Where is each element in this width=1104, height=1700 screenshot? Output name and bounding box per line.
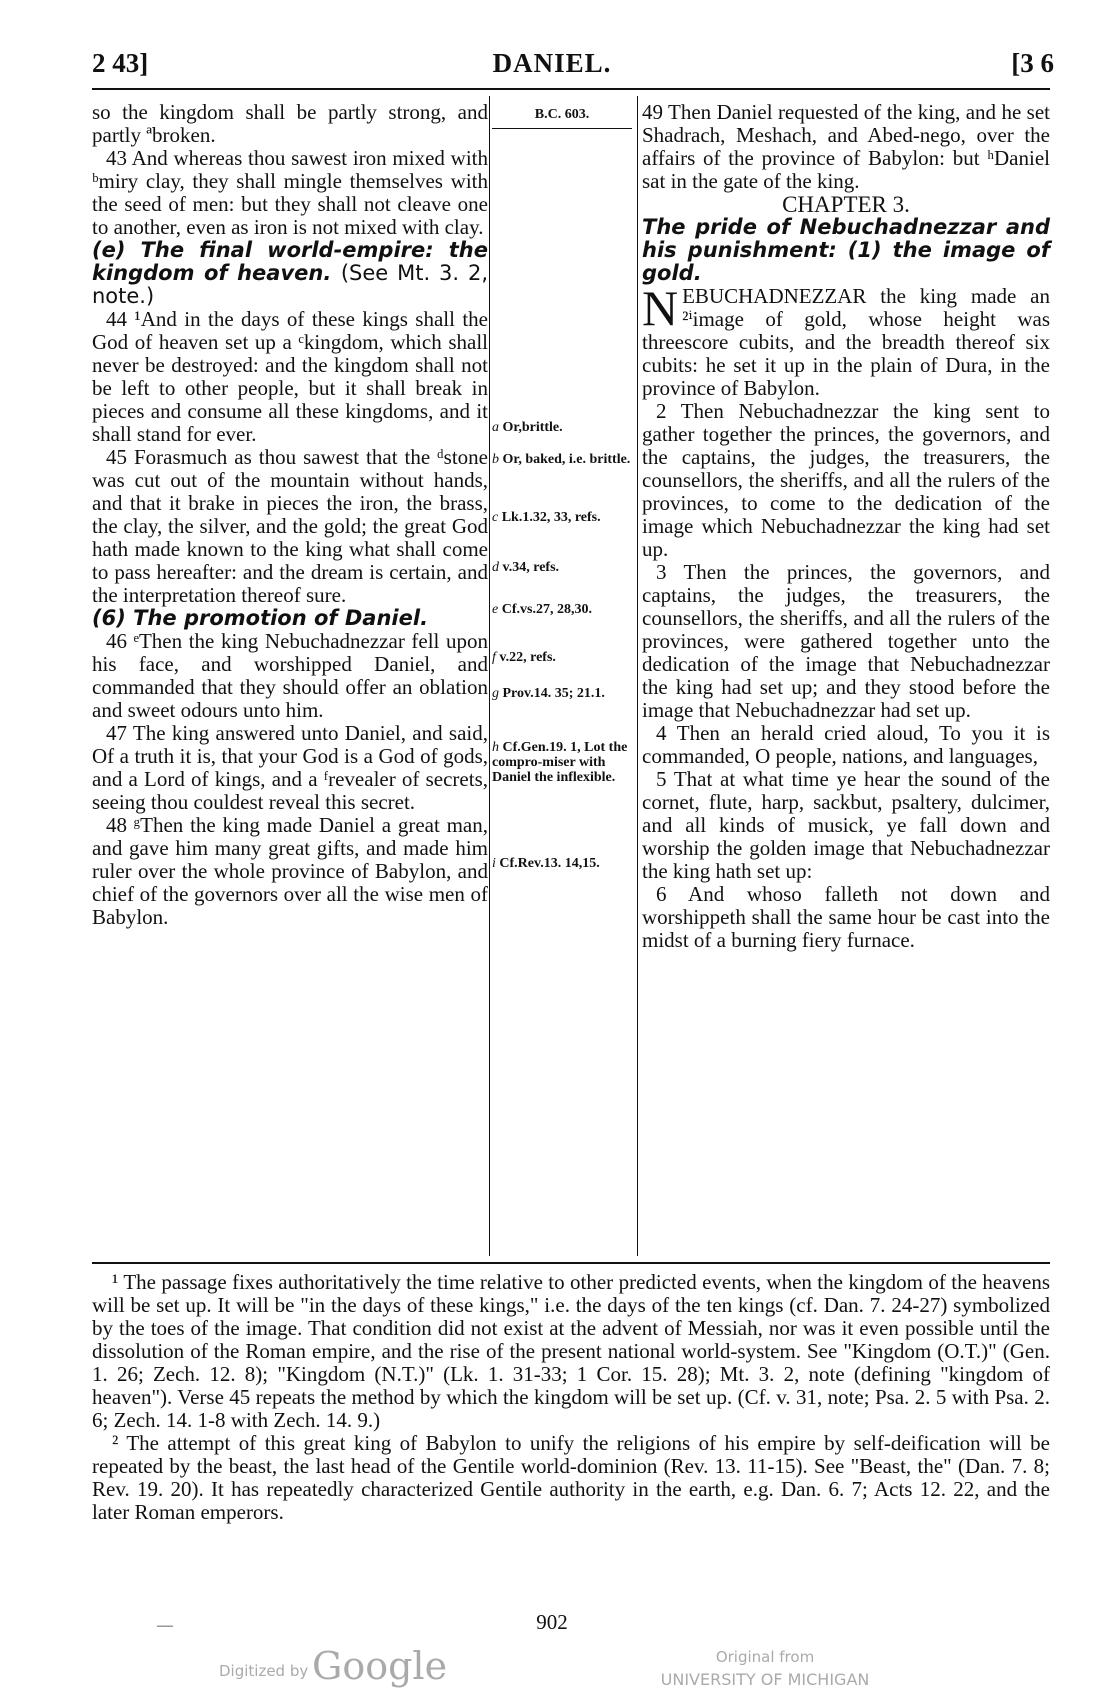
- margin-note-text: Or,brittle.: [502, 420, 563, 435]
- verse-1-text: EBUCHADNEZZAR the king made an ²ⁱimage of gold, whose height was threescore cubits, and the breadth thereof six cubits: he set it up in the plain of Dura, in the province of Babylon.: [642, 284, 1050, 400]
- section-heading-text: (e) The final world-empire: the kingdom of heaven.: [92, 238, 488, 285]
- left-column-divider: [489, 96, 490, 1256]
- right-text-column: [642, 101, 1050, 952]
- chapter-heading: CHAPTER 3.: [782, 192, 910, 217]
- margin-note-g: [492, 686, 632, 701]
- margin-note-mark: c: [492, 510, 499, 525]
- margin-note-text: Cf.vs.27, 28,30.: [501, 602, 592, 617]
- running-head-chapter-verse-end: [3 6: [1011, 48, 1054, 78]
- header-rule: [92, 88, 1050, 90]
- margin-note-a: [492, 420, 632, 435]
- section-heading-pride-of-nebuchadnezzar: The pride of Nebuchadnezzar and his punishment: (1) the image of gold.: [642, 215, 1050, 285]
- margin-note-e: [492, 602, 632, 617]
- digitized-by-label: Digitized by: [219, 1662, 309, 1680]
- running-head-chapter-verse-start: 2 43]: [92, 48, 149, 78]
- margin-note-text: Or, baked, i.e. brittle.: [502, 452, 631, 467]
- margin-note-i: [492, 856, 632, 871]
- verse-43: 43 And whereas thou sawest iron mixed with ᵇmiry clay, they shall mingle themselves with the seed of men: but they shall not cleave one to another, even as iron is not mixed with clay.: [92, 146, 488, 239]
- margin-date: B.C. 603.: [534, 107, 590, 122]
- margin-note-c: [492, 510, 632, 525]
- chapter-3-verse-6: 6 And whoso falleth not down and worshippeth shall the same hour be cast into the midst of a burning fiery furnace.: [642, 882, 1050, 952]
- drop-cap: N: [642, 280, 679, 336]
- chapter-3-verse-1: [642, 280, 1050, 400]
- section-heading-final-world-empire: [92, 239, 488, 308]
- margin-note-mark: i: [492, 856, 496, 871]
- margin-note-f: [492, 650, 632, 665]
- margin-note-b: [492, 452, 632, 467]
- margin-note-text: Lk.1.32, 33, refs.: [501, 510, 601, 525]
- verse-46: 46 ᵉThen the king Nebuchadnezzar fell upon his face, and worshipped Daniel, and commanded that they should offer an oblation and sweet odours unto him.: [92, 629, 488, 722]
- margin-note-text: Cf.Gen.19. 1, Lot the compro-miser with Daniel the inflexible.: [492, 740, 628, 785]
- verse-47: 47 The king answered unto Daniel, and said, Of a truth it is, that your God is a God of gods, and a Lord of kings, and a ᶠrevealer of secrets, seeing thou couldest reveal this secret.: [92, 721, 488, 814]
- margin-note-text: Cf.Rev.13. 14,15.: [499, 856, 600, 871]
- left-text-column: [92, 101, 488, 929]
- stray-mark: —: [157, 1617, 173, 1634]
- google-logo: Google: [312, 1644, 448, 1688]
- chapter-3-verse-5: 5 That at what time ye hear the sound of the cornet, flute, harp, sackbut, psaltery, dulcimer, and all kinds of musick, ye fall down and worship the golden image that Nebuchadnezzar the king hath set up:: [642, 767, 1050, 883]
- footnote-2: ² The attempt of this great king of Babylon to unify the religions of his empire by self-deification will be repeated by the beast, the last head of the Gentile world-dominion (Rev. 13. 11-15). See "Beast, the" (Dan. 7. 8; Rev. 19. 20). It has repeatedly characterized Gentile authority in the earth, e.g. Dan. 6. 7; Acts 12. 22, and the later Roman emperors.: [92, 1431, 1050, 1524]
- chapter-3-verse-4: 4 Then an herald cried aloud, To you it is commanded, O people, nations, and languages,: [642, 721, 1050, 768]
- margin-note-h: [492, 740, 632, 785]
- running-head-book-title: DANIEL.: [492, 48, 612, 78]
- date-underline: [492, 128, 632, 129]
- verse-45: 45 Forasmuch as thou sawest that the ᵈstone was cut out of the mountain without hands, and that it brake in pieces the iron, the brass, the clay, the silver, and the gold; the great God hath made known to the king what shall come to pass hereafter: and the dream is certain, and the interpretation thereof sure.: [92, 445, 488, 607]
- chapter-3-verse-3: 3 Then the princes, the governors, and captains, the judges, the treasurers, the counsellors, the sheriffs, and all the rulers of the provinces, were gathered together unto the dedication of the image that Nebuchadnezzar the king had set up; and they stood before the image that Nebuchadnezzar had set up.: [642, 560, 1050, 722]
- margin-note-text: v.34, refs.: [502, 560, 560, 575]
- margin-note-mark: g: [492, 686, 499, 701]
- footnotes: [92, 1271, 1050, 1524]
- margin-note-text: Prov.14. 35; 21.1.: [502, 686, 605, 701]
- footnote-1: ¹ The passage fixes authoritatively the time relative to other predicted events, when the kingdom of the heavens will be set up. It will be "in the days of these kings," i.e. the days of the ten kings (cf. Dan. 7. 24-27) symbolized by the toes of the image. That condition did not exist at the advent of Messiah, nor was it even possible until the dissolution of the Roman empire, and the rise of the present national world-system. See "Kingdom (O.T.)" (Gen. 1. 26; Zech. 12. 8); "Kingdom (N.T.)" (Lk. 1. 31-33; 1 Cor. 15. 28); Mt. 3. 2, note (defining "kingdom of heaven"). Verse 45 repeats the method by which the kingdom will be set up. (Cf. v. 31, note; Psa. 2. 5 with Psa. 2. 6; Zech. 14. 1-8 with Zech. 14. 9.): [92, 1270, 1050, 1432]
- chapter-3-verse-2: 2 Then Nebuchadnezzar the king sent to gather together the princes, the governors, and the captains, the judges, the treasurers, the counsellors, the sheriffs, and all the rulers of the provinces, to come to the dedication of the image which Nebuchadnezzar the king had set up.: [642, 399, 1050, 561]
- section-heading-reference: (See Mt. 3. 2, note.): [92, 261, 488, 308]
- verse-49: 49 Then Daniel requested of the king, and he set Shadrach, Meshach, and Abed-nego, over the affairs of the province of Babylon: but ʰDaniel sat in the gate of the king.: [642, 100, 1050, 193]
- margin-note-d: [492, 560, 632, 575]
- margin-note-mark: a: [492, 420, 499, 435]
- margin-note-mark: f: [492, 650, 496, 665]
- section-heading-promotion-of-daniel: (6) The promotion of Daniel.: [92, 606, 429, 630]
- original-from-label: Original from: [715, 1648, 815, 1666]
- margin-note-text: v.22, refs.: [499, 650, 556, 665]
- verse-44: 44 ¹And in the days of these kings shall the God of heaven set up a ᶜkingdom, which shall never be destroyed: and the kingdom shall not be left to other people, but it shall break in pieces and consume all these kingdoms, and it shall stand for ever.: [92, 307, 488, 446]
- page-number: 902: [536, 1610, 568, 1634]
- margin-note-mark: h: [492, 740, 499, 755]
- margin-note-mark: e: [492, 602, 499, 617]
- right-column-divider: [637, 96, 638, 1256]
- margin-note-mark: b: [492, 452, 499, 467]
- verse-42-continuation: so the kingdom shall be partly strong, and partly ªbroken.: [92, 100, 488, 147]
- library-name: UNIVERSITY OF MICHIGAN: [660, 1670, 870, 1689]
- verse-48: 48 ᵍThen the king made Daniel a great man, and gave him many great gifts, and made him ruler over the whole province of Babylon, and chief of the governors over all the wise men of Babylon.: [92, 813, 488, 929]
- margin-note-mark: d: [492, 560, 499, 575]
- footnote-rule: [92, 1262, 1050, 1264]
